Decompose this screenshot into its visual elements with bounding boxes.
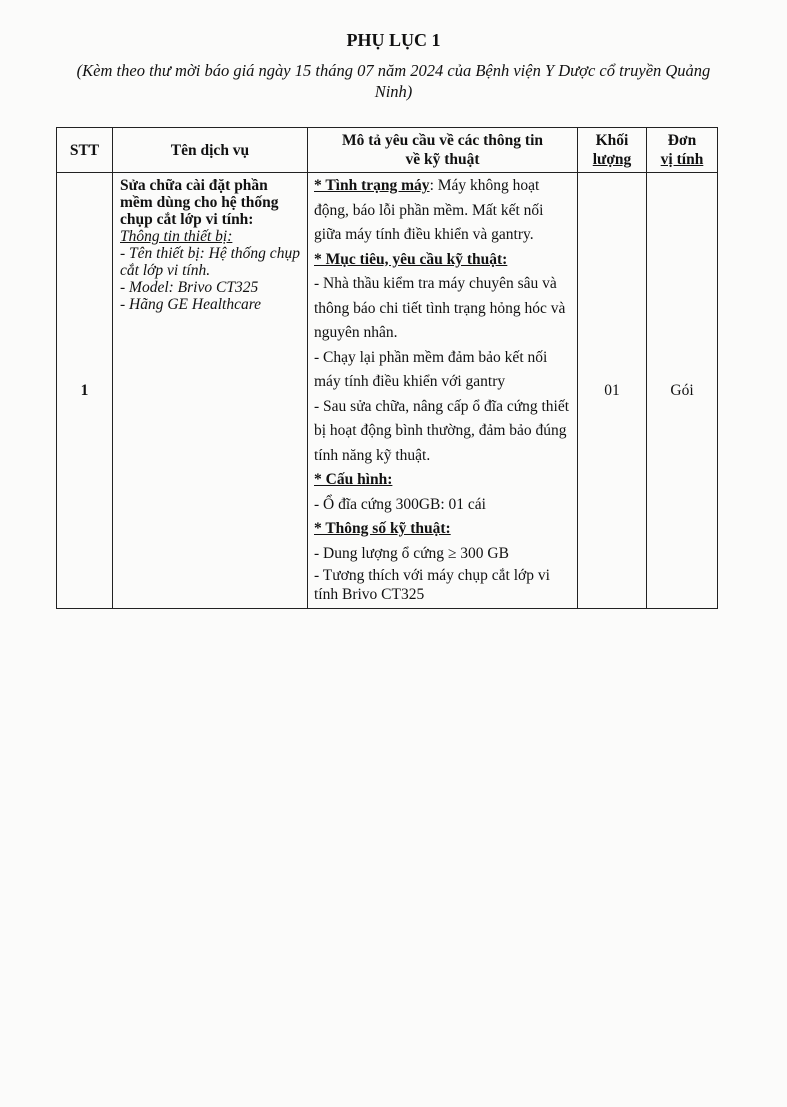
row-unit: Gói [647,173,718,609]
service-table [56,127,718,609]
header-unit [647,128,718,173]
device-info-manufacturer: - Hãng GE Healthcare [120,296,262,313]
spec-heading: * Thông số kỹ thuật: [314,520,451,537]
header-description [308,128,578,173]
status-text: : Máy không hoạt động, báo lỗi phần mềm. Mất kết nối giữa máy tính điều khiển và gantry. [314,177,544,243]
table-row [57,173,718,609]
config-heading: * Cấu hình: [314,471,393,488]
page-title: PHỤ LỤC 1 [346,30,441,50]
header-description-line2: về kỹ thuật [405,151,480,168]
row-service-cell [113,173,308,609]
header-quantity-line1: Khối [595,132,629,149]
goal-item-2: - Chạy lại phần mềm đảm bảo kết nối máy tính điều khiển với gantry [314,348,548,390]
status-paragraph [314,174,573,248]
goal-item-1: - Nhà thầu kiểm tra máy chuyên sâu và thông báo chi tiết tình trạng hỏng hóc và nguyên nhân. [314,275,566,341]
device-info-model: - Model: Brivo CT325 [120,279,259,296]
device-info-heading: Thông tin thiết bị: [120,228,233,245]
spec-item-1: - Dung lượng ổ cứng ≥ 300 GB [314,544,509,562]
row-quantity: 01 [578,173,647,609]
row-description-cell [308,173,578,609]
row-stt: 1 [57,173,113,609]
table-header-row [57,128,718,173]
header-stt: STT [57,128,113,173]
header-unit-line2: vị tính [660,151,704,168]
status-label: * Tình trạng máy [314,177,430,194]
header-quantity [578,128,647,173]
service-name: Sửa chữa cài đặt phần mềm dùng cho hệ thống chụp cắt lớp vi tính: [120,177,279,228]
goal-heading: * Mục tiêu, yêu cầu kỹ thuật: [314,250,508,268]
page-subtitle: (Kèm theo thư mời báo giá ngày 15 tháng 07 năm 2024 của Bệnh viện Y Dược cổ truyền Quảng Ninh) [76,61,711,101]
header-description-line1: Mô tả yêu cầu về các thông tin [341,132,544,149]
device-info-name: - Tên thiết bị: Hệ thống chụp cắt lớp vi tính. [120,245,300,279]
header-service-name: Tên dịch vụ [113,128,308,173]
header-quantity-line2: lượng [592,151,632,168]
header-unit-line1: Đơn [667,132,697,149]
spec-item-2: - Tương thích với máy chụp cắt lớp vi tính Brivo CT325 [314,567,550,603]
goal-item-3: - Sau sửa chữa, nâng cấp ổ đĩa cứng thiết bị hoạt động bình thường, đảm bảo đúng tính năng kỹ thuật. [314,397,570,464]
config-item-1: - Ổ đĩa cứng 300GB: 01 cái [314,495,486,513]
